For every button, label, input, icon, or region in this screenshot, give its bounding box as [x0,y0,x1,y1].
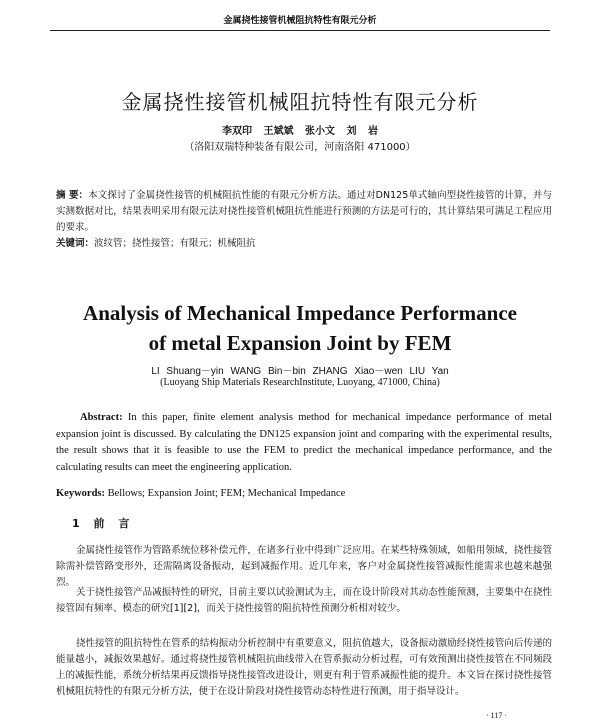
chinese-abstract-label: 摘 要： [56,190,89,201]
english-title-line1: Analysis of Mechanical Impedance Performance [83,301,517,325]
english-keywords-text: Bellows; Expansion Joint; FEM; Mechanical Impedance [107,488,346,499]
chinese-authors: 李双印 王斌斌 张小文 刘 岩 [222,126,378,137]
chinese-abstract [56,188,552,236]
chinese-keywords-text: 波纹管；挠性接管；有限元；机械阻抗 [94,238,256,249]
english-title-line2: of metal Expansion Joint by FEM [148,331,452,355]
chinese-abstract-text: 本文探讨了金属挠性接管的机械阻抗性能的有限元分析方法。通过对DN125单式轴向型挠性接管的计算，并与实测数据对比，结果表明采用有限元法对挠性接管机械阻抗性能进行预测的方法是可行的，其计算结果可满足工程应用的要求。 [56,190,553,233]
english-abstract-text: In this paper, finite element analysis method for mechanical impedance performance of metal expansion joint is discussed. By calculating the DN125 expansion joint and comparing with the experimental results, the result shows that it is feasible to use the FEM to predict the mechanical impedance performance, and the calculating results can meet the engineering application. [56,412,552,473]
chinese-keywords [56,236,552,252]
section-heading: 1 前 言 [72,517,130,530]
english-abstract-label: Abstract: [80,412,123,423]
body-paragraph-2: 关于挠性接管产品减振特性的研究，目前主要以试验测试为主，而在设计阶段对其动态性能预测，主要集中在挠性接管固有频率、模态的研究[1][2]，而关于挠性接管的阻抗特性预测分析相对较少。 [56,587,552,614]
english-affiliation: (Luoyang Ship Materials ResearchInstitute, Luoyang, 471000, China) [160,377,440,388]
page-number: · 117 · [486,711,508,720]
english-abstract [56,410,552,476]
body-paragraph-3: 挠性接管的阻抗特性在管系的结构振动分析控制中有重要意义，阻抗值越大，设备振动激励经挠性接管向后传递的能量越小，减振效果越好。通过将挠性接管机械阻抗曲线带入在管系振动分析过程，可有效预测出挠性接管在不同频段上的减振性能，系统分析结果再反馈指导挠性接管改进设计，则更有利于管系减振性能的提升。本文旨在探讨挠性接管机械阻抗特性的有限元分析方法，便于在设计阶段对挠性接管动态特性进行预测，用于指导设计。 [56,638,552,697]
chinese-affiliation: （洛阳双瑞特种装备有限公司，河南洛阳 471000） [184,142,416,153]
english-keywords-label: Keywords: [56,488,105,499]
english-title [0,298,600,358]
chinese-keywords-label: 关键词： [56,238,95,249]
header-rule [50,30,550,31]
running-head: 金属挠性接管机械阻抗特性有限元分析 [223,16,377,26]
english-authors: LI Shuang－yin WANG Bin－bin ZHANG Xiao－wen LIU Yan [151,366,449,377]
body-paragraph-1: 金属挠性接管作为管路系统位移补偿元件，在诸多行业中得到广泛应用。在某些特殊领域，如船用领域，挠性接管除需补偿管路变形外，还需隔离设备振动，起到减振作用。近几年来，客户对金属挠性接管减振性能需求也越来越强烈。 [56,545,552,588]
english-keywords [56,488,552,499]
chinese-title: 金属挠性接管机械阻抗特性有限元分析 [121,90,479,114]
